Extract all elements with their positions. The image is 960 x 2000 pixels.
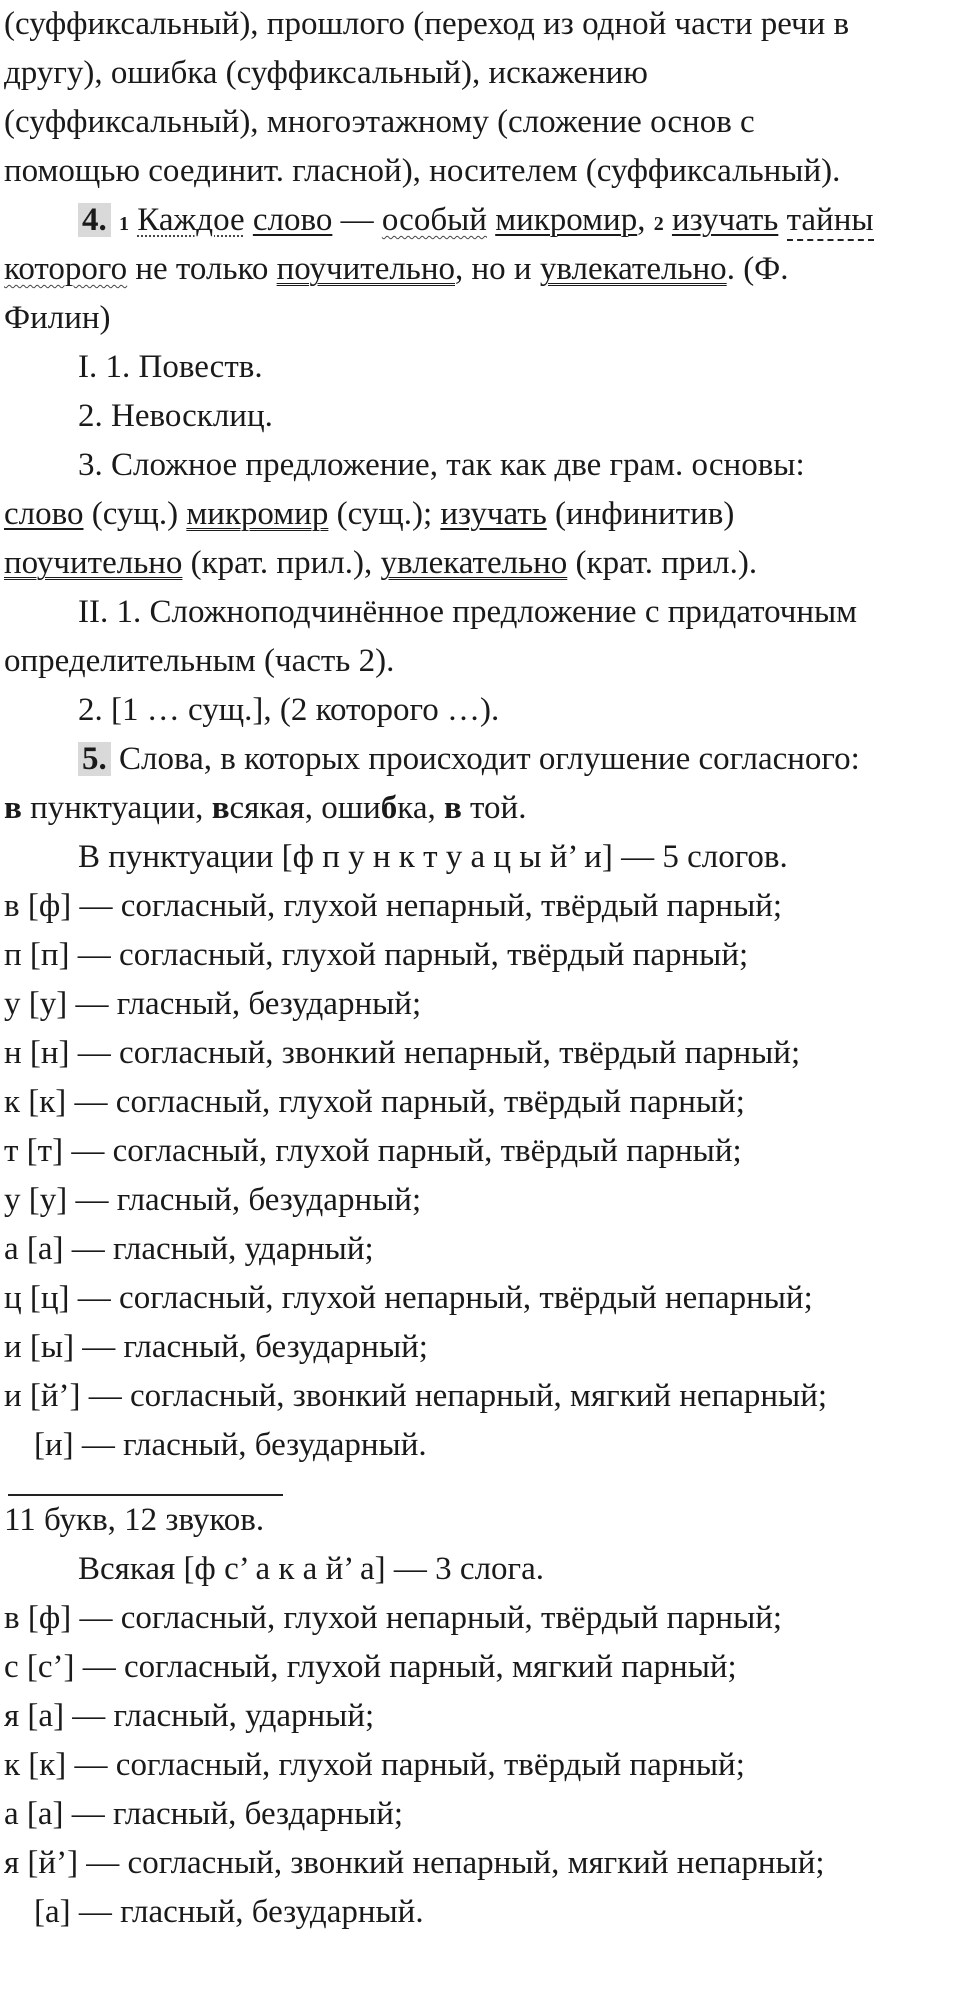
text-fragment: Слова, в которых происходит оглушение согласного: — [110, 741, 860, 777]
word-attribute: Каждое — [137, 202, 245, 238]
phonetic-line: у [у] — гласный, безударный; — [4, 1182, 422, 1218]
phonetic-line: н [н] — согласный, звонкий непарный, твёрдый парный; — [4, 1035, 801, 1071]
phonetic-line: ц [ц] — согласный, глухой непарный, твёрдый непарный; — [4, 1280, 813, 1316]
word-predicate: микромир — [186, 496, 329, 532]
letter-sound-count: 11 букв, 12 звуков. — [4, 1502, 265, 1538]
grammar-bases-line-2 — [4, 539, 952, 588]
word-attribute: которого — [4, 251, 128, 287]
text-fragment: (крат. прил.), — [182, 545, 381, 581]
part-marker: 2 — [653, 213, 664, 235]
phonetic-line: к [к] — согласный, глухой парный, твёрдый парный; — [4, 1084, 745, 1120]
text-line: (суффиксальный), прошлого (переход из одной части речи в — [4, 6, 850, 42]
word-subject: слово — [252, 202, 333, 238]
word-predicate: увлекательно — [539, 251, 727, 287]
task-5-words — [4, 784, 952, 833]
word-predicate: увлекательно — [380, 545, 568, 581]
phonetic-line: в [ф] — согласный, глухой непарный, твёрдый парный; — [4, 1600, 783, 1636]
text-line: помощью соединит. гласной), носителем (суффиксальный). — [4, 153, 841, 189]
highlight-letter: в — [443, 790, 462, 826]
word-attribute: особый — [381, 202, 487, 238]
text-line: Филин) — [4, 300, 111, 336]
highlight-letter: б — [380, 790, 398, 826]
part-marker: 1 — [119, 213, 129, 235]
phonetic-line: а [а] — гласный, бездарный; — [4, 1796, 404, 1832]
text-fragment: (сущ.); — [328, 496, 441, 532]
text-fragment: — — [332, 202, 382, 238]
text-fragment: ка, — [397, 790, 444, 826]
phonetic-line: к [к] — согласный, глухой парный, твёрдый парный; — [4, 1747, 745, 1783]
task-5-intro — [4, 735, 952, 784]
text-fragment: , — [637, 202, 646, 238]
phonetic-line: [а] — гласный, безударный. — [34, 1894, 424, 1930]
text-line: (суффиксальный), многоэтажному (сложение основ с — [4, 104, 755, 140]
phonetic-line: [и] — гласный, безударный. — [34, 1427, 427, 1463]
sentence-scheme: 2. [1 … сущ.], (2 которого …). — [78, 692, 500, 728]
word-predicate: поучительно — [4, 545, 183, 581]
phonetic-line: я [й’] — согласный, звонкий непарный, мягкий непарный; — [4, 1845, 825, 1881]
word-subject: изучать — [671, 202, 779, 238]
task-number: 4. — [78, 203, 111, 237]
text-fragment: (сущ.) — [83, 496, 187, 532]
text-fragment: . (Ф. — [726, 251, 789, 287]
text-fragment: (инфинитив) — [546, 496, 735, 532]
text-fragment: (крат. прил.). — [567, 545, 758, 581]
text-fragment: не только — [127, 251, 277, 287]
text-line: другу), ошибка (суффиксальный), искажению — [4, 55, 648, 91]
word-predicate: микромир — [495, 202, 638, 238]
word-subject: слово — [4, 496, 84, 532]
highlight-letter: в — [211, 790, 230, 826]
phonetic-line: а [а] — гласный, ударный; — [4, 1231, 374, 1267]
text-line: 2. Невосклиц. — [78, 398, 273, 434]
phonetic-line: я [а] — гласный, ударный; — [4, 1698, 375, 1734]
text-fragment: сякая, оши — [229, 790, 381, 826]
text-fragment: , но и — [455, 251, 540, 287]
word-analysis-heading: Всякая [ф с’ а к а й’ а] — 3 слога. — [78, 1551, 544, 1587]
text-line: I. 1. Повеств. — [78, 349, 263, 385]
text-fragment: той. — [461, 790, 527, 826]
phonetic-line: в [ф] — согласный, глухой непарный, твёрдый парный; — [4, 888, 783, 924]
task-4-sentence-line-2 — [4, 245, 952, 294]
phonetic-line: т [т] — согласный, глухой парный, твёрдый парный; — [4, 1133, 742, 1169]
phonetic-line: и [ы] — гласный, безударный; — [4, 1329, 428, 1365]
word-predicate: поучительно — [276, 251, 456, 287]
task-number: 5. — [78, 742, 111, 776]
text-line: определительным (часть 2). — [4, 643, 395, 679]
grammar-bases-line-1 — [4, 490, 952, 539]
word-subject: изучать — [440, 496, 547, 532]
phonetic-line: п [п] — согласный, глухой парный, твёрдый парный; — [4, 937, 749, 973]
word-analysis-heading: В пунктуации [ф п у н к т у а ц ы й’ и] — 5 слогов. — [78, 839, 788, 875]
text-line: II. 1. Сложноподчинённое предложение с придаточным — [78, 594, 858, 630]
word-object: тайны — [787, 202, 874, 241]
phonetic-line: у [у] — гласный, безударный; — [4, 986, 422, 1022]
task-4-sentence-line-1 — [4, 196, 952, 245]
text-line: 3. Сложное предложение, так как две грам. основы: — [78, 447, 805, 483]
text-fragment: пунктуации, — [21, 790, 212, 826]
phonetic-line: с [с’] — согласный, глухой парный, мягкий парный; — [4, 1649, 737, 1685]
phonetic-line: и [й’] — согласный, звонкий непарный, мягкий непарный; — [4, 1378, 828, 1414]
highlight-letter: в — [4, 790, 22, 826]
